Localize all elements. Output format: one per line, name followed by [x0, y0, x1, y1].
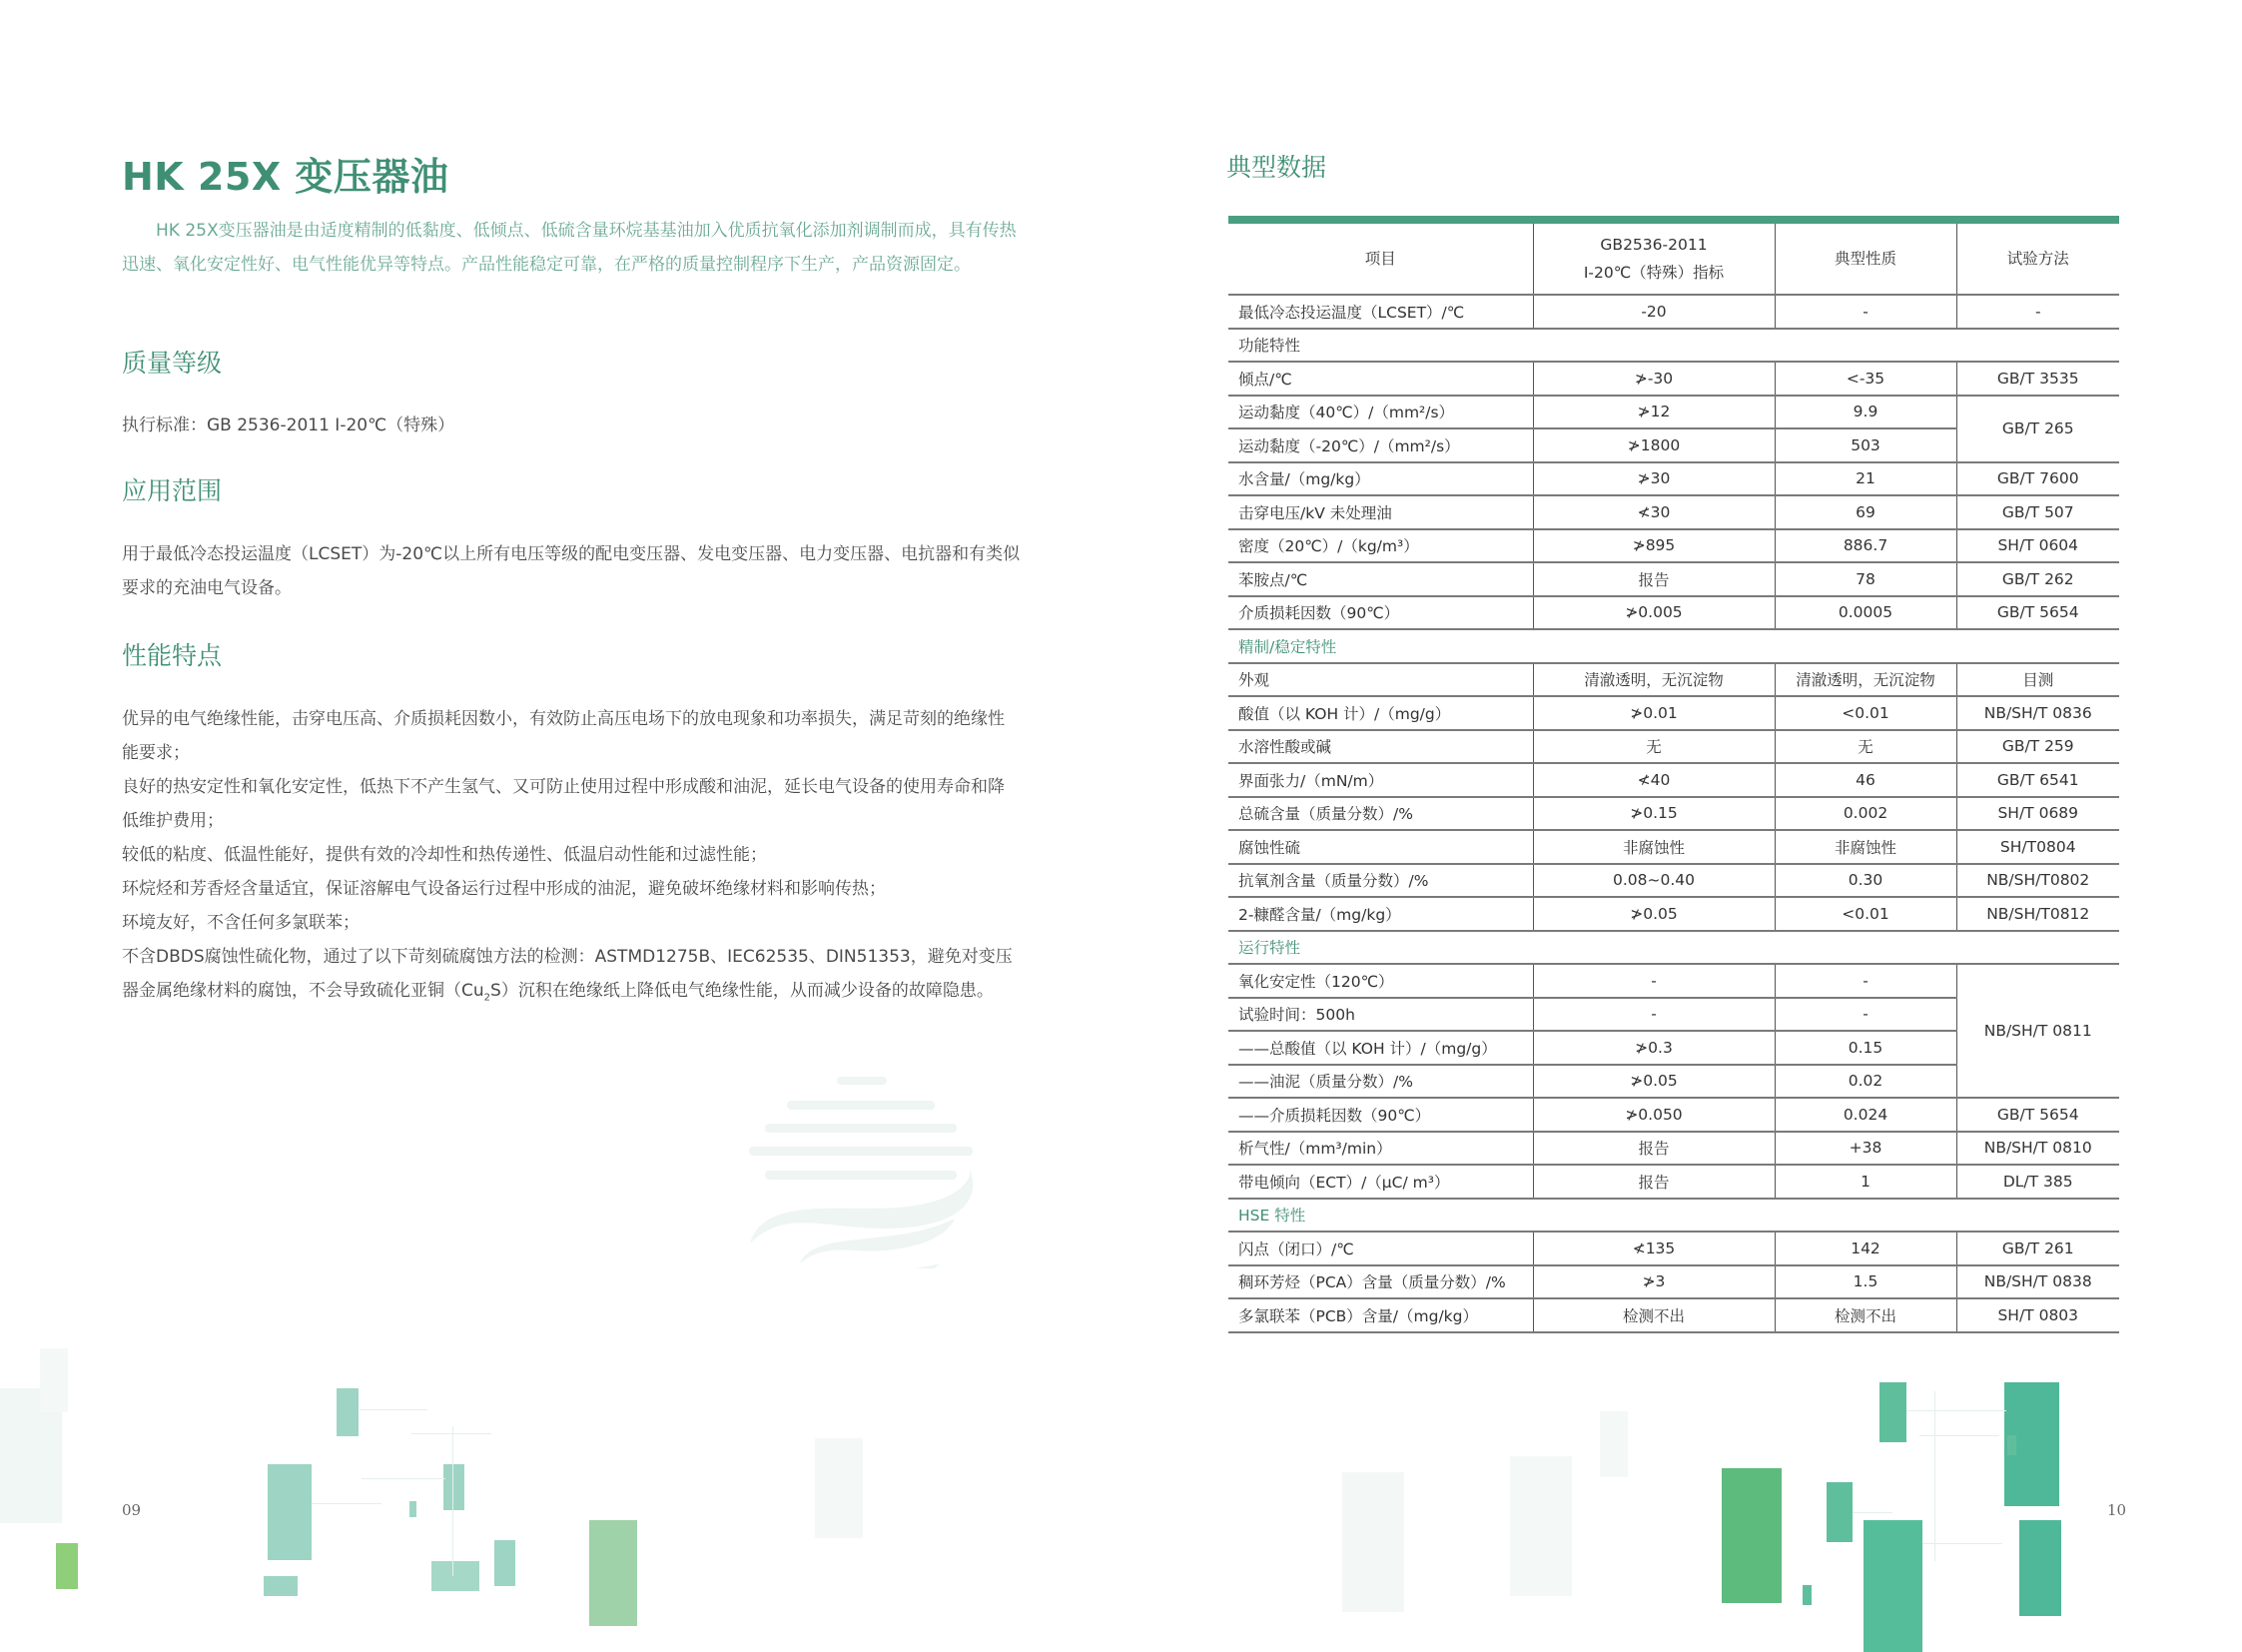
cell-method: GB/T 3535	[1956, 362, 2119, 396]
typical-data-heading: 典型数据	[1226, 153, 1327, 182]
decor-square	[1879, 1382, 1906, 1442]
header-item: 项目	[1228, 224, 1533, 295]
cell-method: SH/T 0689	[1956, 797, 2119, 831]
table-row	[1228, 495, 2119, 529]
decor-square	[409, 1501, 416, 1517]
cell-typical: 46	[1775, 763, 1956, 797]
cell-spec: 非腐蚀性	[1533, 830, 1775, 864]
cell-typical: 21	[1775, 462, 1956, 496]
cell-method: SH/T0804	[1956, 830, 2119, 864]
table-row	[1228, 1265, 2119, 1299]
cell-method: GB/T 7600	[1956, 462, 2119, 496]
section-row-hse	[1228, 1199, 2119, 1233]
decor-square	[815, 1438, 863, 1538]
section-row-refine	[1228, 629, 2119, 663]
cell-item: 水溶性酸或碱	[1228, 730, 1533, 764]
decor-square	[2007, 1435, 2016, 1455]
cell-spec: ≯-30	[1533, 362, 1775, 396]
feature-item: 优异的电气绝缘性能，击穿电压高、介质损耗因数小，有效防止高压电场下的放电现象和功率损失，满足苛刻的绝缘性能要求；	[122, 709, 1005, 763]
page-number-right: 10	[2107, 1501, 2127, 1519]
cell-typical: 非腐蚀性	[1775, 830, 1956, 864]
feature-text: S）沉积在绝缘纸上降低电气绝缘性能，从而减少设备的故障隐患。	[490, 981, 994, 1001]
cell-spec: ≯0.050	[1533, 1098, 1775, 1132]
cell-spec: 无	[1533, 730, 1775, 764]
decor-square	[40, 1348, 68, 1412]
decor-square	[2019, 1520, 2061, 1616]
cell-method: SH/T 0604	[1956, 529, 2119, 563]
table-row	[1228, 663, 2119, 697]
table-row	[1228, 730, 2119, 764]
cell-spec: ≮135	[1533, 1232, 1775, 1265]
cell-spec: ≯0.05	[1533, 1065, 1775, 1099]
cell-method: DL/T 385	[1956, 1165, 2119, 1199]
feature-text: 不含DBDS腐蚀性硫化物，通过了以下苛刻硫腐蚀方法的检测：ASTMD1275B、IEC62535、DIN51353，避免对变压器金属绝缘材料的腐蚀，不会导致硫化亚铜（Cu	[122, 947, 1013, 1001]
feature-item	[122, 940, 1021, 1015]
cell-typical: -	[1775, 295, 1956, 329]
cell-method: NB/SH/T 0836	[1956, 696, 2119, 730]
decor-square	[1803, 1585, 1812, 1605]
application-heading: 应用范围	[122, 476, 223, 505]
section-label: 精制/稳定特性	[1228, 629, 2119, 663]
decor-square	[1510, 1456, 1572, 1596]
cell-item: 界面张力/（mN/m）	[1228, 763, 1533, 797]
cell-method: GB/T 5654	[1956, 1098, 2119, 1132]
cell-typical: 0.02	[1775, 1065, 1956, 1099]
table-row	[1228, 295, 2119, 329]
feature-item: 环境友好，不含任何多氯联苯；	[122, 913, 360, 933]
cell-spec: ≮40	[1533, 763, 1775, 797]
decor-line	[1906, 1410, 2006, 1411]
cell-method: GB/T 259	[1956, 730, 2119, 764]
decor-line	[1934, 1391, 1935, 1561]
cell-method: GB/T 5654	[1956, 596, 2119, 630]
decor-line	[411, 1433, 491, 1434]
cell-typical: 142	[1775, 1232, 1956, 1265]
decor-square	[1342, 1472, 1404, 1612]
table-row	[1228, 396, 2119, 429]
cell-typical: -	[1775, 964, 1956, 998]
product-title: HK 25X 变压器油	[122, 155, 449, 199]
table-header-row	[1228, 224, 2119, 295]
subscript: 2	[483, 992, 491, 1004]
cell-item: 多氯联苯（PCB）含量/（mg/kg）	[1228, 1298, 1533, 1332]
cell-item: 2-糠醛含量/（mg/kg）	[1228, 897, 1533, 931]
features-heading: 性能特点	[122, 641, 223, 670]
decor-line	[312, 1503, 381, 1504]
cell-method: NB/SH/T 0810	[1956, 1132, 2119, 1166]
cell-spec: ≯30	[1533, 462, 1775, 496]
decor-line	[452, 1426, 453, 1576]
cell-spec: -20	[1533, 295, 1775, 329]
table-row	[1228, 1098, 2119, 1132]
table-row	[1228, 897, 2119, 931]
table-row	[1228, 797, 2119, 831]
cell-item: 析气性/（mm³/min）	[1228, 1132, 1533, 1166]
cell-method: GB/T 507	[1956, 495, 2119, 529]
quality-grade-heading: 质量等级	[122, 349, 223, 378]
cell-item: 介质损耗因数（90℃）	[1228, 596, 1533, 630]
cell-spec: ≯3	[1533, 1265, 1775, 1299]
cell-typical: 0.30	[1775, 864, 1956, 898]
cell-method: GB/T 262	[1956, 562, 2119, 596]
typical-data-table	[1228, 224, 2119, 1333]
cell-typical: 0.0005	[1775, 596, 1956, 630]
cell-item: 苯胺点/℃	[1228, 562, 1533, 596]
cell-method: NB/SH/T 0811	[1956, 964, 2119, 1098]
table-row	[1228, 964, 2119, 998]
decor-line	[360, 1409, 427, 1410]
header-spec	[1533, 224, 1775, 295]
cell-spec: 报告	[1533, 1165, 1775, 1199]
cell-spec: ≯0.15	[1533, 797, 1775, 831]
table-top-bar	[1228, 216, 2119, 224]
table-row	[1228, 562, 2119, 596]
cell-spec: ≯12	[1533, 396, 1775, 429]
table-row	[1228, 462, 2119, 496]
cell-item: 水含量/（mg/kg）	[1228, 462, 1533, 496]
table-row	[1228, 763, 2119, 797]
cell-item: ——油泥（质量分数）/%	[1228, 1065, 1533, 1099]
cell-item: 氧化安定性（120℃）	[1228, 964, 1533, 998]
cell-spec: 清澈透明，无沉淀物	[1533, 663, 1775, 697]
header-method: 试验方法	[1956, 224, 2119, 295]
cell-item: 试验时间：500h	[1228, 998, 1533, 1032]
cell-spec: ≯0.3	[1533, 1031, 1775, 1065]
cell-typical: 503	[1775, 428, 1956, 462]
decor-square	[589, 1520, 637, 1626]
cell-typical: 886.7	[1775, 529, 1956, 563]
cell-method: NB/SH/T 0838	[1956, 1265, 2119, 1299]
cell-spec: ≯895	[1533, 529, 1775, 563]
header-typical: 典型性质	[1775, 224, 1956, 295]
page-number-left: 09	[122, 1501, 142, 1519]
decor-square	[1722, 1468, 1782, 1603]
decor-square	[1827, 1482, 1853, 1542]
decor-line	[1853, 1512, 1892, 1513]
feature-item: 环烷烃和芳香烃含量适宜，保证溶解电气设备运行过程中形成的油泥，避免破坏绝缘材料和影响传热；	[122, 879, 886, 899]
cell-typical: 1.5	[1775, 1265, 1956, 1299]
cell-item: ——介质损耗因数（90℃）	[1228, 1098, 1533, 1132]
decor-square	[431, 1561, 479, 1591]
features-list	[122, 702, 1021, 1015]
table-row	[1228, 830, 2119, 864]
cell-spec: ≯0.05	[1533, 897, 1775, 931]
cell-typical: 9.9	[1775, 396, 1956, 429]
decor-square	[443, 1464, 464, 1510]
watermark-logo-icon	[745, 1069, 985, 1268]
section-row-function	[1228, 329, 2119, 363]
product-intro: HK 25X变压器油是由适度精制的低黏度、低倾点、低硫含量环烷基基油加入优质抗氧化添加剂调制而成，具有传热迅速、氧化安定性好、电气性能优异等特点。产品性能稳定可靠，在严格的质量控制程序下生产，产品资源固定。	[122, 221, 1017, 275]
cell-item: 抗氧剂含量（质量分数）/%	[1228, 864, 1533, 898]
cell-method: GB/T 6541	[1956, 763, 2119, 797]
cell-spec: ≯0.005	[1533, 596, 1775, 630]
cell-typical: 清澈透明，无沉淀物	[1775, 663, 1956, 697]
section-label: HSE 特性	[1228, 1199, 2119, 1233]
table-row	[1228, 1132, 2119, 1166]
cell-spec: ≮30	[1533, 495, 1775, 529]
cell-method: -	[1956, 295, 2119, 329]
cell-item: 运动黏度（-20℃）/（mm²/s）	[1228, 428, 1533, 462]
decor-square	[337, 1388, 359, 1436]
cell-item: 带电倾向（ECT）/（μC/ m³）	[1228, 1165, 1533, 1199]
table-row	[1228, 596, 2119, 630]
cell-typical: 检测不出	[1775, 1298, 1956, 1332]
cell-typical: 69	[1775, 495, 1956, 529]
cell-item: 运动黏度（40℃）/（mm²/s）	[1228, 396, 1533, 429]
cell-item: 击穿电压/kV 未处理油	[1228, 495, 1533, 529]
cell-spec: 报告	[1533, 562, 1775, 596]
cell-item: ——总酸值（以 KOH 计）/（mg/g）	[1228, 1031, 1533, 1065]
cell-item: 稠环芳烃（PCA）含量（质量分数）/%	[1228, 1265, 1533, 1299]
cell-method: GB/T 261	[1956, 1232, 2119, 1265]
cell-typical: <-35	[1775, 362, 1956, 396]
cell-item: 酸值（以 KOH 计）/（mg/g）	[1228, 696, 1533, 730]
cell-spec: -	[1533, 964, 1775, 998]
cell-spec: -	[1533, 998, 1775, 1032]
cell-spec: ≯1800	[1533, 428, 1775, 462]
cell-item: 最低冷态投运温度（LCSET）/℃	[1228, 295, 1533, 329]
decor-square	[264, 1576, 298, 1596]
application-text: 用于最低冷态投运温度（LCSET）为-20℃以上所有电压等级的配电变压器、发电变压器、电力变压器、电抗器和有类似要求的充油电气设备。	[122, 544, 1021, 598]
decor-line	[362, 1478, 445, 1479]
header-spec-line2: I-20℃（特殊）指标	[1583, 264, 1725, 282]
cell-method: NB/SH/T0802	[1956, 864, 2119, 898]
feature-item: 良好的热安定性和氧化安定性，低热下不产生氢气、又可防止使用过程中形成酸和油泥，延长电气设备的使用寿命和降低维护费用；	[122, 777, 1005, 831]
cell-item: 倾点/℃	[1228, 362, 1533, 396]
cell-item: 外观	[1228, 663, 1533, 697]
cell-item: 腐蚀性硫	[1228, 830, 1533, 864]
left-page	[0, 0, 1121, 1585]
decor-square	[494, 1540, 515, 1586]
cell-method: GB/T 265	[1956, 396, 2119, 462]
cell-method: SH/T 0803	[1956, 1298, 2119, 1332]
decor-square	[1864, 1520, 1922, 1652]
table-row	[1228, 696, 2119, 730]
cell-item: 密度（20℃）/（kg/m³）	[1228, 529, 1533, 563]
cell-typical: 1	[1775, 1165, 1956, 1199]
cell-typical: <0.01	[1775, 897, 1956, 931]
section-row-operation	[1228, 931, 2119, 965]
decor-square	[268, 1464, 312, 1560]
cell-spec: 报告	[1533, 1132, 1775, 1166]
table-row	[1228, 864, 2119, 898]
cell-typical: 无	[1775, 730, 1956, 764]
feature-item: 较低的粘度、低温性能好，提供有效的冷却性和热传递性、低温启动性能和过滤性能；	[122, 845, 767, 865]
cell-typical: +38	[1775, 1132, 1956, 1166]
cell-spec: 0.08~0.40	[1533, 864, 1775, 898]
table-row	[1228, 362, 2119, 396]
cell-typical: 78	[1775, 562, 1956, 596]
cell-spec: 检测不出	[1533, 1298, 1775, 1332]
cell-typical: -	[1775, 998, 1956, 1032]
cell-item: 总硫含量（质量分数）/%	[1228, 797, 1533, 831]
header-spec-line1: GB2536-2011	[1600, 236, 1708, 254]
cell-typical: 0.002	[1775, 797, 1956, 831]
table-row	[1228, 529, 2119, 563]
decor-square	[1600, 1411, 1628, 1477]
section-label: 运行特性	[1228, 931, 2119, 965]
cell-typical: <0.01	[1775, 696, 1956, 730]
table-row	[1228, 1232, 2119, 1265]
decor-line	[1919, 1435, 1999, 1436]
section-label: 功能特性	[1228, 329, 2119, 363]
cell-typical: 0.15	[1775, 1031, 1956, 1065]
features-list-container	[122, 702, 1021, 1015]
table-row	[1228, 1298, 2119, 1332]
cell-item: 闪点（闭口）/℃	[1228, 1232, 1533, 1265]
cell-spec: ≯0.01	[1533, 696, 1775, 730]
decor-square	[56, 1543, 78, 1589]
table-row	[1228, 1165, 2119, 1199]
cell-method: NB/SH/T0812	[1956, 897, 2119, 931]
right-page	[1121, 0, 2242, 1585]
cell-typical: 0.024	[1775, 1098, 1956, 1132]
quality-grade-text: 执行标准：GB 2536-2011 I-20℃（特殊）	[122, 415, 455, 435]
cell-method: 目测	[1956, 663, 2119, 697]
